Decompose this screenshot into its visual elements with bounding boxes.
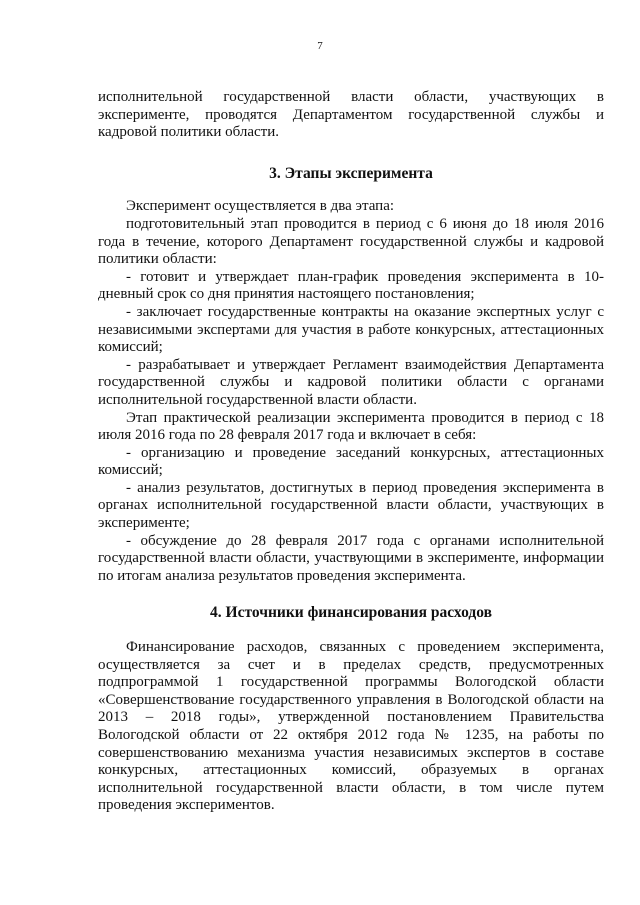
section-3-list-item: - готовит и утверждает план-график проведения эксперимента в 10-дневный срок со дня принятия настоящего постановления; bbox=[98, 268, 604, 303]
section-3-paragraph: Этап практической реализации эксперимента проводится в период с 18 июля 2016 года по 28 февраля 2017 года и включает в себя: bbox=[98, 409, 604, 444]
page-number: 7 bbox=[317, 40, 323, 52]
document-body bbox=[98, 89, 604, 815]
section-4-heading: 4. Источники финансирования расходов bbox=[210, 604, 492, 622]
section-3-list-item: - обсуждение до 28 февраля 2017 года с органами исполнительной государственной власти области, участвующими в эксперименте, информации по итогам анализа результатов проведения эксперимента. bbox=[98, 532, 604, 584]
section-3-list-item: - заключает государственные контракты на оказание экспертных услуг с независимыми экспертами для участия в работе конкурсных, аттестационных комиссий; bbox=[98, 303, 604, 356]
section-4-paragraph: Финансирование расходов, связанных с проведением эксперимента, осуществляется за счет и в пределах средств, предусмотренных подпрограммой 1 государственной программы Вологодской области «Совершенствование государственного управления в Вологодской области на 2013 – 2018 годы», утвержденной постановлением Правительства Вологодской области от 22 октября 2012 года № 1235, на работы по совершенствованию механизма участия независимых экспертов в составе конкурсных, аттестационных комиссий, образуемых в органах исполнительной государственной власти области, в том числе путем проведения экспериментов. bbox=[98, 639, 604, 814]
section-3-paragraph: Эксперимент осуществляется в два этапа: bbox=[126, 198, 395, 215]
section-3-heading: 3. Этапы эксперимента bbox=[269, 164, 433, 182]
intro-paragraph: исполнительной государственной власти области, участвующих в эксперименте, проводятся Департаментом государственной службы и кадровой политики области. bbox=[98, 89, 604, 141]
section-3-list-item: - анализ результатов, достигнутых в период проведения эксперимента в органах исполнительной государственной власти области, участвующих в эксперименте; bbox=[98, 479, 604, 532]
section-3-list-item: - разрабатывает и утверждает Регламент взаимодействия Департамента государственной службы и кадровой политики области с органами исполнительной государственной власти области. bbox=[98, 356, 604, 408]
section-3-paragraph: подготовительный этап проводится в период с 6 июня до 18 июля 2016 года в течение, которого Департамент государственной службы и кадровой политики области: bbox=[98, 215, 604, 268]
section-3-list-item: - организацию и проведение заседаний конкурсных, аттестационных комиссий; bbox=[98, 444, 604, 479]
